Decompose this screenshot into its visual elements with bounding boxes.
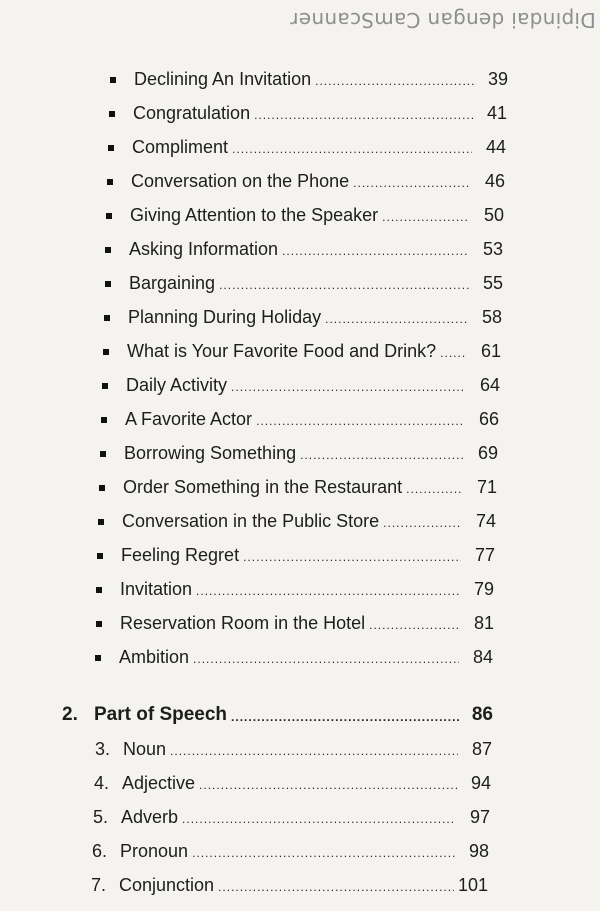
dot-leader bbox=[300, 448, 464, 470]
bullet-icon bbox=[96, 621, 102, 627]
entry-title: Daily Activity bbox=[126, 374, 228, 395]
entry-number: 4. bbox=[94, 772, 110, 793]
bullet-entry-list bbox=[0, 62, 600, 674]
bullet-icon bbox=[105, 281, 111, 287]
entry-number: 3. bbox=[95, 738, 111, 759]
entry-page-number: 41 bbox=[486, 102, 507, 123]
entry-page-number: 53 bbox=[482, 238, 503, 259]
section-title: Part of Speech bbox=[94, 704, 228, 725]
bullet-icon bbox=[102, 383, 108, 389]
entry-page-number: 44 bbox=[485, 136, 506, 157]
entry-title: Conversation on the Phone bbox=[131, 170, 350, 191]
bullet-icon bbox=[105, 247, 111, 253]
dot-leader bbox=[196, 584, 460, 606]
dot-leader bbox=[182, 812, 456, 834]
entry-page-number: 84 bbox=[472, 646, 493, 667]
toc-entry bbox=[124, 436, 498, 470]
entry-page-number: 71 bbox=[476, 476, 497, 497]
toc-entry bbox=[126, 368, 500, 402]
entry-title: A Favorite Actor bbox=[125, 408, 253, 429]
entry-title: Adverb bbox=[121, 806, 179, 827]
bullet-icon bbox=[110, 77, 116, 83]
toc-entry bbox=[132, 130, 506, 164]
entry-title: Congratulation bbox=[133, 102, 251, 123]
dot-leader bbox=[353, 176, 471, 198]
scanner-watermark: Dipindai dengan CamScanner bbox=[290, 8, 596, 32]
entry-page-number: 58 bbox=[481, 306, 502, 327]
toc-entry bbox=[129, 266, 503, 300]
entry-page-number: 46 bbox=[484, 170, 505, 191]
toc-entry bbox=[133, 96, 507, 130]
dot-leader bbox=[192, 846, 455, 868]
entry-number: 5. bbox=[93, 806, 109, 827]
entry-page-number: 77 bbox=[474, 544, 495, 565]
bullet-icon bbox=[109, 111, 115, 117]
bullet-icon bbox=[96, 587, 102, 593]
dot-leader bbox=[282, 244, 469, 266]
entry-title: What is Your Favorite Food and Drink? bbox=[127, 340, 437, 361]
dot-leader bbox=[219, 278, 469, 300]
dot-leader bbox=[256, 414, 465, 436]
dot-leader bbox=[231, 710, 459, 732]
entry-page-number: 50 bbox=[483, 204, 504, 225]
bullet-icon bbox=[95, 655, 101, 661]
entry-page-number: 39 bbox=[487, 68, 508, 89]
section-heading bbox=[62, 698, 493, 732]
entry-page-number: 101 bbox=[458, 874, 489, 895]
bullet-icon bbox=[97, 553, 103, 559]
entry-title: Planning During Holiday bbox=[128, 306, 322, 327]
entry-title: Compliment bbox=[132, 136, 229, 157]
entry-title: Asking Information bbox=[129, 238, 279, 259]
toc-numbered-entry bbox=[92, 834, 489, 868]
entry-page-number: 98 bbox=[468, 840, 489, 861]
section-number: 2. bbox=[62, 704, 78, 725]
entry-title: Order Something in the Restaurant bbox=[123, 476, 403, 497]
toc-entry bbox=[120, 606, 494, 640]
entry-page-number: 64 bbox=[479, 374, 500, 395]
dot-leader bbox=[440, 346, 467, 368]
dot-leader bbox=[193, 652, 459, 674]
entry-title: Conjunction bbox=[119, 874, 215, 895]
dot-leader bbox=[199, 778, 457, 800]
entry-title: Noun bbox=[123, 738, 167, 759]
dot-leader bbox=[170, 744, 458, 766]
entry-title: Giving Attention to the Speaker bbox=[130, 204, 379, 225]
section-page-number: 86 bbox=[471, 704, 493, 725]
dot-leader bbox=[369, 618, 460, 640]
entry-page-number: 55 bbox=[482, 272, 503, 293]
dot-leader bbox=[315, 74, 474, 96]
entry-page-number: 74 bbox=[475, 510, 496, 531]
bullet-icon bbox=[107, 179, 113, 185]
dot-leader bbox=[243, 550, 461, 572]
entry-title: Borrowing Something bbox=[124, 442, 297, 463]
entry-number: 6. bbox=[92, 840, 108, 861]
dot-leader bbox=[218, 880, 454, 902]
entry-page-number: 66 bbox=[478, 408, 499, 429]
toc-entry bbox=[125, 402, 499, 436]
toc-numbered-entry bbox=[95, 732, 492, 766]
toc-entry bbox=[134, 62, 508, 96]
entry-page-number: 81 bbox=[473, 612, 494, 633]
entry-page-number: 97 bbox=[469, 806, 490, 827]
dot-leader bbox=[382, 210, 470, 232]
entry-title: Reservation Room in the Hotel bbox=[120, 612, 366, 633]
dot-leader bbox=[383, 516, 462, 538]
entry-page-number: 94 bbox=[470, 772, 491, 793]
entry-page-number: 69 bbox=[477, 442, 498, 463]
table-of-contents bbox=[0, 62, 600, 902]
bullet-icon bbox=[106, 213, 112, 219]
toc-entry bbox=[119, 640, 493, 674]
entry-title: Adjective bbox=[122, 772, 196, 793]
toc-entry bbox=[131, 164, 505, 198]
bullet-icon bbox=[98, 519, 104, 525]
bullet-icon bbox=[101, 417, 107, 423]
bullet-icon bbox=[100, 451, 106, 457]
entry-title: Ambition bbox=[119, 646, 190, 667]
bullet-icon bbox=[99, 485, 105, 491]
toc-numbered-entry bbox=[94, 766, 491, 800]
bullet-icon bbox=[103, 349, 109, 355]
toc-entry bbox=[130, 198, 504, 232]
toc-entry bbox=[122, 504, 496, 538]
toc-entry bbox=[128, 300, 502, 334]
toc-numbered-entry bbox=[91, 868, 488, 902]
toc-entry bbox=[123, 470, 497, 504]
dot-leader bbox=[231, 380, 466, 402]
toc-entry bbox=[121, 538, 495, 572]
entry-number: 7. bbox=[91, 874, 107, 895]
entry-title: Invitation bbox=[120, 578, 193, 599]
toc-numbered-entry bbox=[93, 800, 490, 834]
entry-page-number: 79 bbox=[473, 578, 494, 599]
toc-entry bbox=[129, 232, 503, 266]
toc-entry bbox=[120, 572, 494, 606]
entry-title: Conversation in the Public Store bbox=[122, 510, 380, 531]
bullet-icon bbox=[104, 315, 110, 321]
dot-leader bbox=[325, 312, 468, 334]
entry-page-number: 87 bbox=[471, 738, 492, 759]
dot-leader bbox=[232, 142, 472, 164]
entry-title: Declining An Invitation bbox=[134, 68, 312, 89]
entry-title: Bargaining bbox=[129, 272, 216, 293]
bullet-icon bbox=[108, 145, 114, 151]
entry-page-number: 61 bbox=[480, 340, 501, 361]
numbered-entry-list bbox=[0, 732, 600, 902]
entry-title: Feeling Regret bbox=[121, 544, 240, 565]
dot-leader bbox=[406, 482, 463, 504]
entry-title: Pronoun bbox=[120, 840, 189, 861]
dot-leader bbox=[254, 108, 473, 130]
toc-entry bbox=[127, 334, 501, 368]
